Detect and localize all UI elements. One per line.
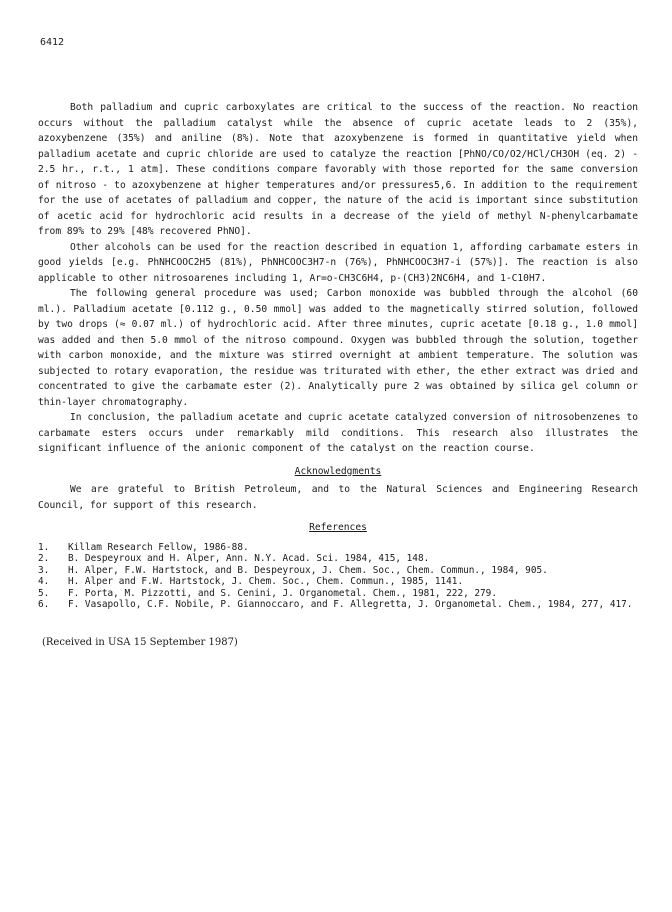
paragraph-1: Both palladium and cupric carboxylates are critical to the success of the reaction. No reaction occurs without the palladium catalyst while the absence of cupric acetate leads to 2 (35%), azoxybenzene (35%) and aniline (8%). Note that azoxybenzene is formed in quantitative yield when palladium acetate and cupric chloride are used to catalyze the reaction [PhNO/CO/O2/HCl/CH3OH (eq. 2) - 2.5 hr., r.t., 1 atm]. These conditions compare favorably with those reported for the same conversion of nitroso - to azoxybenzene at higher temperatures and/or pressures5,6. In addition to the requirement for the use of acetates of palladium and copper, the nature of the acid is important since substitution of acetic acid for hydrochloric acid results in a decrease of the yield of methyl N-phenylcarbamate from 89% to 29% [48% recovered PhNO].	[38, 102, 638, 237]
reference-item: 6. F. Vasapollo, C.F. Nobile, P. Giannoccaro, and F. Allegretta, J. Organometal. Chem., 1984, 277, 417.	[38, 599, 633, 611]
paragraph-2: Other alcohols can be used for the reaction described in equation 1, affording carbamate esters in good yields [e.g. PhNHCOOC2H5 (81%), PhNHCOOC3H7-n (76%), PhNHCOOC3H7-i (57%)]. The reaction is also applicable to other nitrosoarenes including 1, Ar=o-CH3C6H4, p-(CH3)2NC6H4, and 1-C10H7.	[38, 241, 638, 284]
paragraph-3: The following general procedure was used; Carbon monoxide was bubbled through the alcohol (60 ml.). Palladium acetate [0.112 g., 0.50 mmol] was added to the magnetically stirred solution, followed by two drops (≈ 0.07 ml.) of hydrochloric acid. After three minutes, cupric acetate [0.18 g., 1.0 mmol] was added and then 5.0 mmol of the nitroso compound. Oxygen was bubbled through the solution, together with carbon monoxide, and the mixture was stirred overnight at ambient temperature. The solution was subjected to rotary evaporation, the residue was triturated with ether, the ether extract was dried and concentrated to give the carbamate ester (2). Analytically pure 2 was obtained by silica gel column or thin-layer chromatography.	[38, 288, 638, 408]
page-number: 6412	[40, 37, 65, 48]
references-heading: References	[309, 522, 367, 533]
reference-item: 1. Killam Research Fellow, 1986-88.	[38, 541, 249, 553]
reference-item: 2. B. Despeyroux and H. Alper, Ann. N.Y. Acad. Sci. 1984, 415, 148.	[38, 553, 430, 565]
reference-list	[38, 542, 638, 612]
reference-item: 5. F. Porta, M. Pizzotti, and S. Cenini, J. Organometal. Chem., 1981, 222, 279.	[38, 587, 497, 599]
reference-item: 4. H. Alper and F.W. Hartstock, J. Chem. Soc., Chem. Commun., 1985, 1141.	[38, 576, 464, 588]
reference-item: 3. H. Alper, F.W. Hartstock, and B. Despeyroux, J. Chem. Soc., Chem. Commun., 1984, 905.	[38, 564, 548, 576]
acknowledgments-heading: Acknowledgments	[294, 465, 382, 477]
paragraph-4: In conclusion, the palladium acetate and cupric acetate catalyzed conversion of nitrosobenzenes to carbamate esters occurs under remarkably mild conditions. This research also illustrates the significant influence of the anionic component of the catalyst on the reaction course.	[38, 412, 638, 454]
received-date: (Received in USA 15 September 1987)	[42, 637, 238, 649]
article-body	[38, 100, 638, 651]
acknowledgments-text: We are grateful to British Petroleum, and to the Natural Sciences and Engineering Research Council, for support of this research.	[38, 484, 638, 511]
